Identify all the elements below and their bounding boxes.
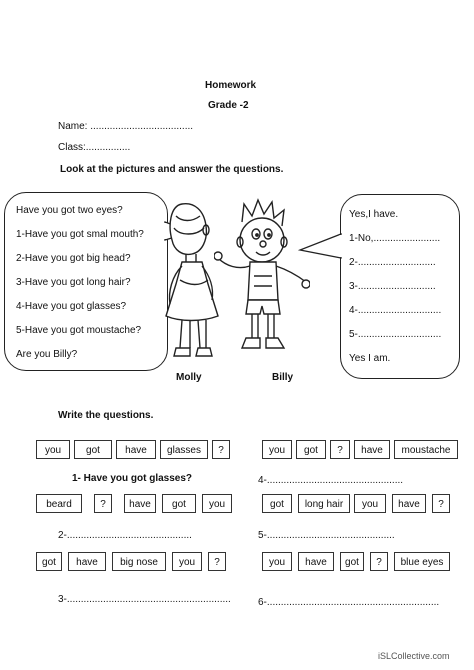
word-card[interactable]: ? (432, 494, 450, 513)
word-card[interactable]: got (262, 494, 292, 513)
question-line: 3-Have you got long hair? (16, 277, 131, 288)
question-line: Are you Billy? (16, 349, 78, 360)
answer-line: 5-.............................. (349, 329, 442, 340)
word-card[interactable]: glasses (160, 440, 208, 459)
word-card[interactable]: have (68, 552, 106, 571)
word-card[interactable]: you (172, 552, 202, 571)
word-card[interactable]: got (296, 440, 326, 459)
instruction-2: Write the questions. (58, 410, 154, 421)
girl-name: Molly (176, 372, 202, 383)
question-line: 5-Have you got moustache? (16, 325, 142, 336)
answer-4: 4-................................................. (258, 475, 404, 486)
question-line: Have you got two eyes? (16, 205, 123, 216)
answer-3: 3-........................................................... (58, 594, 231, 605)
answer-line: 3-............................ (349, 281, 436, 292)
answer-line: Yes I am. (349, 353, 391, 364)
left-speech-bubble (4, 192, 168, 371)
instruction-1: Look at the pictures and answer the questions. (60, 164, 284, 175)
answer-line: 2-............................ (349, 257, 436, 268)
word-card[interactable]: long hair (298, 494, 350, 513)
boy-illustration (214, 196, 310, 366)
answer-1: 1- Have you got glasses? (72, 473, 193, 484)
word-card[interactable]: got (340, 552, 364, 571)
word-card[interactable]: have (298, 552, 334, 571)
word-card[interactable]: beard (36, 494, 82, 513)
answer-2: 2-............................................. (58, 530, 192, 541)
word-card[interactable]: have (354, 440, 390, 459)
word-card[interactable]: got (36, 552, 62, 571)
word-card[interactable]: you (354, 494, 386, 513)
grade-label: Grade -2 (208, 100, 249, 111)
word-card[interactable]: you (202, 494, 232, 513)
word-card[interactable]: have (392, 494, 426, 513)
question-line: 1-Have you got smal mouth? (16, 229, 144, 240)
footer-watermark: iSLCollective.com (378, 651, 450, 661)
word-card[interactable]: you (36, 440, 70, 459)
name-field: Name: ..................................... (58, 121, 194, 132)
class-field: Class:................ (58, 142, 131, 153)
word-card[interactable]: have (124, 494, 156, 513)
question-line: 2-Have you got big head? (16, 253, 131, 264)
word-card[interactable]: ? (330, 440, 350, 459)
word-card[interactable]: ? (208, 552, 226, 571)
word-card[interactable]: blue eyes (394, 552, 450, 571)
word-card[interactable]: you (262, 440, 292, 459)
word-card[interactable]: ? (212, 440, 230, 459)
word-card[interactable]: got (162, 494, 196, 513)
answer-5: 5-.............................................. (258, 530, 395, 541)
word-card[interactable]: moustache (394, 440, 458, 459)
word-card[interactable]: have (116, 440, 156, 459)
answer-line: 4-.............................. (349, 305, 442, 316)
word-card[interactable]: you (262, 552, 292, 571)
answer-6: 6-.............................................................. (258, 597, 440, 608)
right-speech-bubble (340, 194, 460, 379)
word-card[interactable]: ? (94, 494, 112, 513)
word-card[interactable]: got (74, 440, 112, 459)
word-card[interactable]: big nose (112, 552, 166, 571)
page-title: Homework (205, 80, 257, 91)
word-card[interactable]: ? (370, 552, 388, 571)
boy-name: Billy (272, 372, 294, 383)
answer-line: 1-No,........................ (349, 233, 441, 244)
answer-line: Yes,I have. (349, 209, 399, 220)
question-line: 4-Have you got glasses? (16, 301, 127, 312)
